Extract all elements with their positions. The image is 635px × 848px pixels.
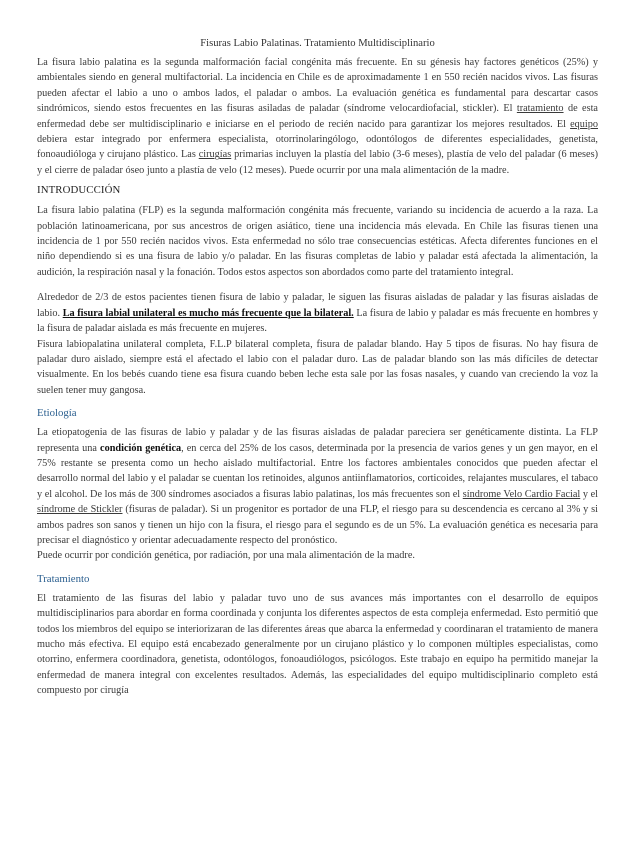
highlighted-sentence: La fisura labial unilateral es mucho más frecuente que la bilateral. xyxy=(62,307,354,319)
text: , en cerca del 25% de los casos, determinada por la presencia de varios genes y un gen mayor, en el 75% restante se presenta como un hecho aislado multifactorial. Entre los factores ambientales conocidos que pueden afectar el desarrollo normal del labio y el paladar se cuentan los retinoides, algunos antiinflamatorios, corticoides, relajantes musculares, el tabaco y el alcohol. De los más de 300 síndromes asociados a fisuras labio palatinas, los más frecuentes son el xyxy=(37,442,598,500)
text: La etiopatogenia de las fisuras de labio y paladar y de las fisuras aisladas de paladar pareciera ser genéticamente distinta. La FLP representa una xyxy=(37,427,598,454)
link-sindrome-de-stickler[interactable]: síndrome de Stickler xyxy=(37,504,123,516)
introduccion-paragraph-2 xyxy=(37,290,598,336)
text: debiera estar integrado por enfermera especialista, otorrinolaringólogo, odontólogos de diferentes especialidades, genetista, fonoaudióloga y cirujano plástico. Las xyxy=(37,134,598,161)
section-heading-introduccion: INTRODUCCIÓN xyxy=(37,184,121,197)
text: Alrededor de 2/3 de estos pacientes tienen fisura de labio y paladar, le siguen las fisuras aisladas de paladar y las fisuras aisladas de labio. xyxy=(37,292,598,319)
link-equipo[interactable]: equipo xyxy=(570,118,598,130)
link-tratamiento[interactable]: tratamiento xyxy=(516,103,564,115)
section-heading-tratamiento: Tratamiento xyxy=(37,572,90,585)
introduccion-paragraph-1: La fisura labio palatina (FLP) es la segunda malformación congénita más frecuente, variando su incidencia de acuerdo a la raza. La población latinoamericana, por sus ancestros de origen asiático, tiene una incidencia más elevada. En Chile las fisuras tienen una incidencia de 1 por 550 recién nacidos vivos. Esta enfermedad no sólo trae consecuencias estéticas. Afecta diferentes funciones en el niño dependiendo si es una fisura de labio y/o paladar. En las fisuras completas de labio y paladar está afectada la alimentación, la audición, la respiración nasal y la fonación. Todos estos aspectos son abordados como parte del tratamiento integral. xyxy=(37,205,598,278)
text: y el xyxy=(580,488,598,500)
etiologia-paragraph-2: Puede ocurrir por condición genética, por radiación, por una mala alimentación de la madre. xyxy=(37,550,415,562)
page-title: Fisuras Labio Palatinas. Tratamiento Multidisciplinario xyxy=(200,38,435,49)
intro-paragraph xyxy=(37,55,598,178)
bold-term-condicion-genetica: condición genética xyxy=(100,442,182,454)
link-cirugias[interactable]: cirugías xyxy=(198,149,232,161)
tratamiento-paragraph-1: El tratamiento de las fisuras del labio y paladar tuvo uno de sus avances más importantes con el desarrollo de equipos multidisciplinarios para abordar en forma coordinada y conjunta los diferentes aspectos de esta compleja enfermedad. Esto permitió que todos los miembros del equipo se interiorizaran de las diferentes áreas que abarca la enfermedad y coordinaran el tratamiento de manera mucho más efectiva. El equipo está encabezado generalmente por un cirujano plástico y lo componen múltiples especialistas, como otorrino, enfermera coordinadora, genetista, odontólogos, fonoaudiólogos, psicólogos. Este trabajo en equipo ha permitido manejar la enfermedad de manera integral con excelentes resultados. Además, las especialidades del equipo multidisciplinario completo está compuesto por cirugía xyxy=(37,592,598,697)
text: primarias incluyen la plastía del labio (3-6 meses), plastía de velo del paladar (6 meses) y el cierre de paladar óseo junto a plastía de velo (12 meses). Puede ocurrir por una mala alimentación de la madre. xyxy=(37,149,598,176)
link-sindrome-velo-cardio-facial[interactable]: síndrome Velo Cardio Facial xyxy=(462,488,581,500)
section-heading-etiologia: Etiología xyxy=(37,407,77,420)
text: (fisuras de paladar). Si un progenitor es portador de una FLP, el riesgo para su descendencia es cercano al 3% y si ambos padres son sanos y tienen un hijo con la fisura, el riesgo para el segundo es de un 5%. La evaluación genética es necesaria para precisar el diagnóstico y orientar adecuadamente respecto del pronóstico. xyxy=(37,504,598,546)
text: de esta enfermedad debe ser multidisciplinario e iniciarse en el periodo de recién nacido para garantizar los mejores resultados. El xyxy=(37,103,598,130)
text: La fisura de labio y paladar es más frecuente en hombres y la fisura de paladar aislada es más frecuente en mujeres. xyxy=(37,307,599,335)
introduccion-paragraph-3: Fisura labiopalatina unilateral completa, F.L.P bilateral completa, fisura de paladar blando. Hay 5 tipos de fisuras. No hay fisura de paladar duro aislado, siempre está el afectado el labio con el paladar duro. Las de paladar blando son las más difíciles de detectar visualmente. En los bebés cuando tiene esa fisura cuando beben leche esta sale por las fosas nasales, y cuando van creciendo la voz la suelen tener muy gangosa. xyxy=(37,338,598,396)
etiologia-paragraph-1 xyxy=(37,425,598,548)
text: La fisura labio palatina es la segunda malformación facial congénita más frecuente. En su génesis hay factores genéticos (25%) y ambientales siendo en general multifactorial. La incidencia en Chile es de aproximadamente 1 en 550 recién nacidos vivos. Las fisuras pueden afectar el labio a uno o ambos lados, el paladar o ambos. La evaluación genética es fundamental para descartar casos sindrómicos, siendo estos frecuentes en las fisuras asiladas de paladar (síndrome velocardiofacial, stickler). El xyxy=(37,57,598,115)
